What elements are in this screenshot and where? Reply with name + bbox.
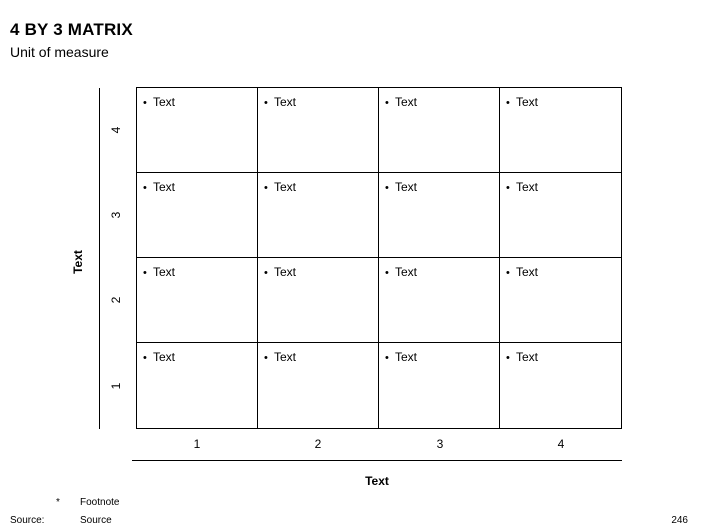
- bullet-icon: •: [506, 267, 510, 279]
- x-tick-2: 2: [314, 437, 322, 451]
- matrix-cell: [258, 88, 379, 173]
- matrix-cell: [500, 343, 621, 428]
- x-axis-label: Text: [365, 474, 389, 488]
- cell-text: Text: [395, 95, 418, 109]
- cell-text: Text: [516, 265, 539, 279]
- y-axis-line: [99, 88, 100, 429]
- cell-text: Text: [516, 350, 539, 364]
- cell-text: Text: [516, 95, 539, 109]
- cell-text: Text: [153, 95, 176, 109]
- bullet-icon: •: [385, 182, 389, 194]
- bullet-icon: •: [264, 352, 268, 364]
- matrix-cell: [137, 88, 258, 173]
- matrix-cell: [137, 173, 258, 258]
- matrix-cell: [258, 343, 379, 428]
- matrix-cell: [379, 88, 500, 173]
- bullet-icon: •: [264, 182, 268, 194]
- bullet-icon: •: [506, 97, 510, 109]
- x-tick-1: 1: [193, 437, 201, 451]
- cell-text: Text: [395, 180, 418, 194]
- footnote-text: Footnote: [80, 497, 120, 508]
- matrix-cell: [137, 343, 258, 428]
- cell-text: Text: [274, 265, 297, 279]
- cell-text: Text: [274, 350, 297, 364]
- y-tick-2: 2: [109, 296, 123, 304]
- source-text: Source: [80, 515, 112, 526]
- matrix-cell: [379, 343, 500, 428]
- bullet-icon: •: [506, 352, 510, 364]
- cell-text: Text: [395, 265, 418, 279]
- matrix-cell: [379, 173, 500, 258]
- source-label: Source:: [10, 515, 45, 526]
- bullet-icon: •: [506, 182, 510, 194]
- page-number: 246: [671, 515, 688, 526]
- bullet-icon: •: [385, 267, 389, 279]
- cell-text: Text: [153, 180, 176, 194]
- y-tick-3: 3: [109, 211, 123, 219]
- bullet-icon: •: [385, 97, 389, 109]
- matrix-cell: [500, 173, 621, 258]
- cell-text: Text: [274, 180, 297, 194]
- matrix-cell: [500, 258, 621, 343]
- page-title: 4 BY 3 MATRIX: [10, 20, 133, 39]
- x-tick-4: 4: [557, 437, 565, 451]
- matrix-cell: [500, 88, 621, 173]
- y-tick-4: 4: [109, 126, 123, 134]
- matrix-cell: [258, 173, 379, 258]
- x-axis-line: [132, 460, 622, 461]
- bullet-icon: •: [143, 182, 147, 194]
- y-tick-1: 1: [109, 382, 123, 390]
- cell-text: Text: [153, 350, 176, 364]
- bullet-icon: •: [143, 267, 147, 279]
- bullet-icon: •: [264, 97, 268, 109]
- bullet-icon: •: [143, 97, 147, 109]
- y-axis-label: Text: [71, 250, 85, 274]
- footnote-marker: *: [56, 497, 60, 508]
- cell-text: Text: [395, 350, 418, 364]
- matrix-cell: [258, 258, 379, 343]
- cell-text: Text: [274, 95, 297, 109]
- bullet-icon: •: [143, 352, 147, 364]
- cell-text: Text: [153, 265, 176, 279]
- x-tick-3: 3: [436, 437, 444, 451]
- matrix-cell: [137, 258, 258, 343]
- bullet-icon: •: [264, 267, 268, 279]
- bullet-icon: •: [385, 352, 389, 364]
- matrix-cell: [379, 258, 500, 343]
- matrix-grid: [136, 87, 622, 429]
- page-subtitle: Unit of measure: [10, 44, 109, 60]
- cell-text: Text: [516, 180, 539, 194]
